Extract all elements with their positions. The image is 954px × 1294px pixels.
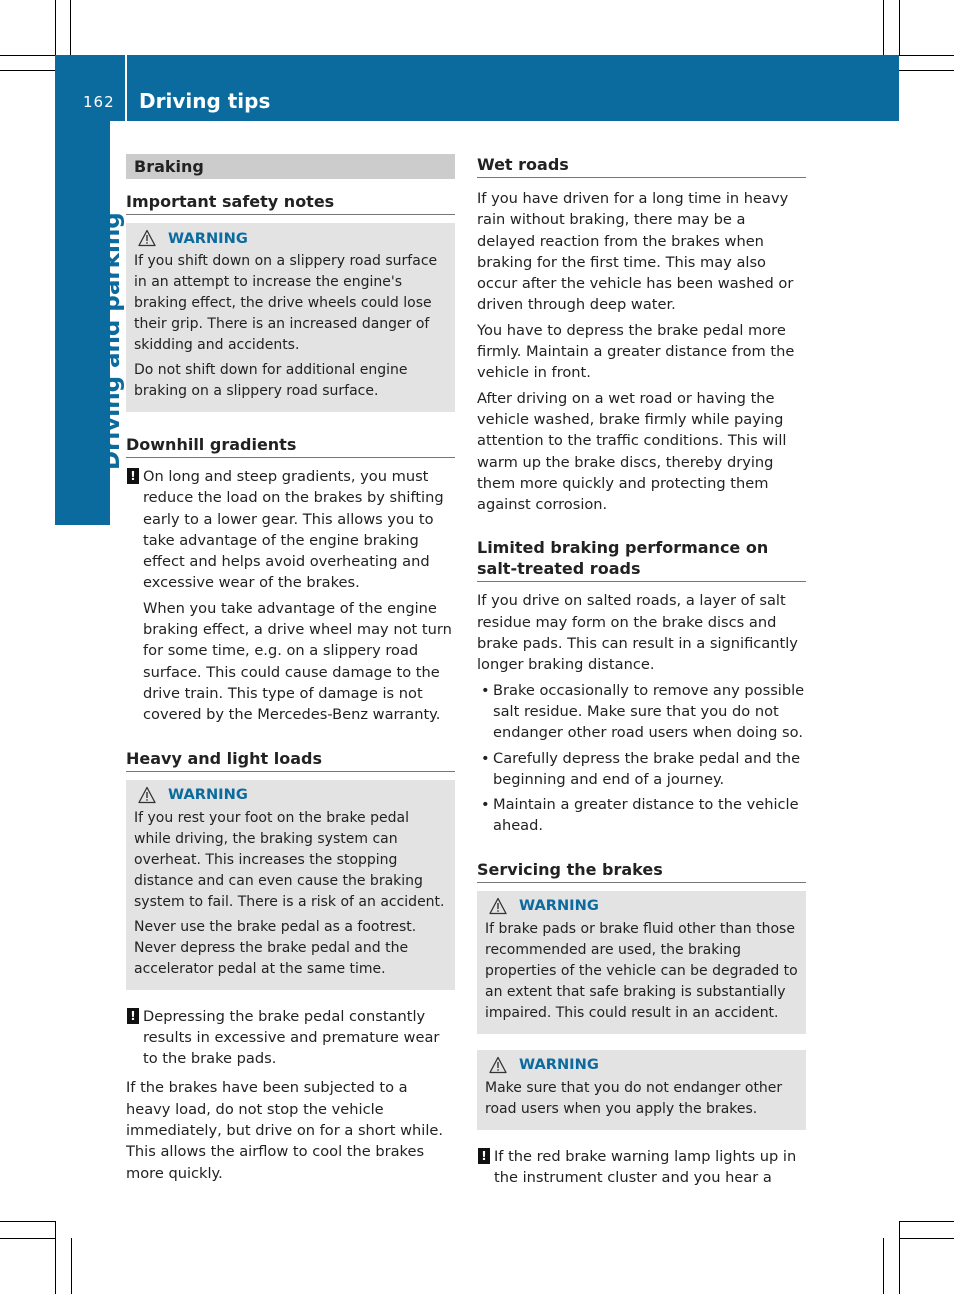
note-text: If the red brake warning lamp lights up in the instrument cluster and you hear a xyxy=(494,1147,797,1187)
note-text: Depressing the brake pedal constantly results in excessive and premature wear to the brake pads. xyxy=(143,1007,440,1068)
section-title: Driving tips xyxy=(139,89,271,113)
list-item: • Maintain a greater distance to the vehicle ahead. xyxy=(477,794,806,837)
warning-box xyxy=(126,223,455,412)
wet-roads-heading: Wet roads xyxy=(477,154,806,178)
warning-box xyxy=(126,780,455,990)
left-column xyxy=(126,154,455,1188)
crop-mark xyxy=(70,0,71,55)
crop-mark xyxy=(55,1221,56,1294)
warning-triangle-icon xyxy=(138,229,156,247)
body-paragraph: If the brakes have been subjected to a heavy load, do not stop the vehicle immediately, but drive on for a short while. This allows the airflow to cool the brakes more quickly. xyxy=(126,1079,444,1182)
warning-text: If brake pads or brake fluid other than those recommended are used, the braking properties of the vehicle can be degraded to an extent that safe braking is substantially impaired. This could result in an accident. xyxy=(485,920,798,1021)
braking-heading: Braking xyxy=(126,154,455,179)
crop-mark xyxy=(899,1238,954,1239)
crop-mark xyxy=(0,1238,55,1239)
crop-mark xyxy=(899,1221,954,1222)
crop-mark xyxy=(0,70,55,71)
note-block xyxy=(126,1006,455,1070)
exclamation-icon: ! xyxy=(478,1148,490,1164)
warning-text: Do not shift down for additional engine braking on a slippery road surface. xyxy=(134,362,408,399)
header-divider xyxy=(125,55,127,121)
warning-label: WARNING xyxy=(519,1056,599,1074)
warning-label: WARNING xyxy=(519,897,599,915)
exclamation-icon: ! xyxy=(127,1008,139,1024)
warning-triangle-icon xyxy=(489,897,507,915)
note-text: On long and steep gradients, you must reduce the load on the brakes by shifting early to a lower gear. This allows you to take advantage of the engine braking effect and helps avoid overheating and excessive wear of the brakes. xyxy=(143,468,444,592)
body-paragraph: You have to depress the brake pedal more firmly. Maintain a greater distance from the vehicle in front. xyxy=(477,321,795,382)
body-paragraph: After driving on a wet road or having the vehicle washed, brake firmly while paying attention to the traffic conditions. This will warm up the brake discs, thereby drying them more quickly and protecting them against corrosion. xyxy=(477,389,787,514)
warning-label: WARNING xyxy=(168,786,248,804)
bullet-list xyxy=(477,680,806,837)
servicing-heading: Servicing the brakes xyxy=(477,859,806,883)
crop-mark xyxy=(883,1238,884,1294)
warning-triangle-icon xyxy=(489,1056,507,1074)
crop-mark xyxy=(55,0,56,55)
warning-text: If you rest your foot on the brake pedal while driving, the braking system can overheat. This increases the stopping distance and can even cause the braking system to fail. There is a risk of an accident. xyxy=(134,809,445,910)
warning-header xyxy=(134,229,447,247)
crop-mark xyxy=(0,1221,55,1222)
crop-mark xyxy=(883,0,884,55)
crop-mark xyxy=(899,55,954,56)
warning-label: WARNING xyxy=(168,229,248,247)
note-text: When you take advantage of the engine braking effect, a drive wheel may not turn for some time, e.g. on a slippery road surface. This could cause damage to the drive train. This type of damage is not covered by the Mercedes-Benz warranty. xyxy=(143,599,452,724)
crop-mark xyxy=(71,1238,72,1294)
body-paragraph: If you drive on salted roads, a layer of salt residue may form on the brake discs and brake pads. This can result in a significantly longer braking distance. xyxy=(477,592,798,674)
note-block xyxy=(126,466,455,726)
warning-text: If you shift down on a slippery road surface in an attempt to increase the engine's braking effect, the drive wheels could lose their grip. There is an increased danger of skidding and accidents. xyxy=(134,253,438,353)
warning-box xyxy=(477,1050,806,1130)
right-column xyxy=(477,154,806,1192)
warning-header xyxy=(134,786,447,804)
warning-text: Make sure that you do not endanger other road users when you apply the brakes. xyxy=(485,1079,783,1117)
crop-mark xyxy=(899,70,954,71)
warning-triangle-icon xyxy=(138,786,156,804)
page-number: 162 xyxy=(83,93,115,111)
note-block xyxy=(477,1146,806,1189)
body-paragraph: If you have driven for a long time in heavy rain without braking, there may be a delayed reaction from the brakes when braking for the first time. This may also occur after the vehicle has been washed or driven through deep water. xyxy=(477,190,794,314)
warning-box xyxy=(477,891,806,1034)
list-item: • Brake occasionally to remove any possible salt residue. Make sure that you do not endanger other road users when doing so. xyxy=(477,680,806,744)
safety-notes-heading: Important safety notes xyxy=(126,191,455,215)
crop-mark xyxy=(899,0,900,55)
crop-mark xyxy=(0,55,55,56)
exclamation-icon: ! xyxy=(127,468,139,484)
warning-header xyxy=(485,1056,798,1074)
list-item: • Carefully depress the brake pedal and the beginning and end of a journey. xyxy=(477,748,806,791)
crop-mark xyxy=(899,1221,900,1294)
chapter-label: Driving and parking xyxy=(99,212,125,470)
downhill-heading: Downhill gradients xyxy=(126,434,455,458)
salt-roads-heading: Limited braking performance on salt-treated roads xyxy=(477,537,806,582)
warning-text: Never use the brake pedal as a footrest. Never depress the brake pedal and the accelerator pedal at the same time. xyxy=(134,918,417,977)
page-header xyxy=(55,55,899,121)
warning-header xyxy=(485,897,798,915)
loads-heading: Heavy and light loads xyxy=(126,748,455,772)
